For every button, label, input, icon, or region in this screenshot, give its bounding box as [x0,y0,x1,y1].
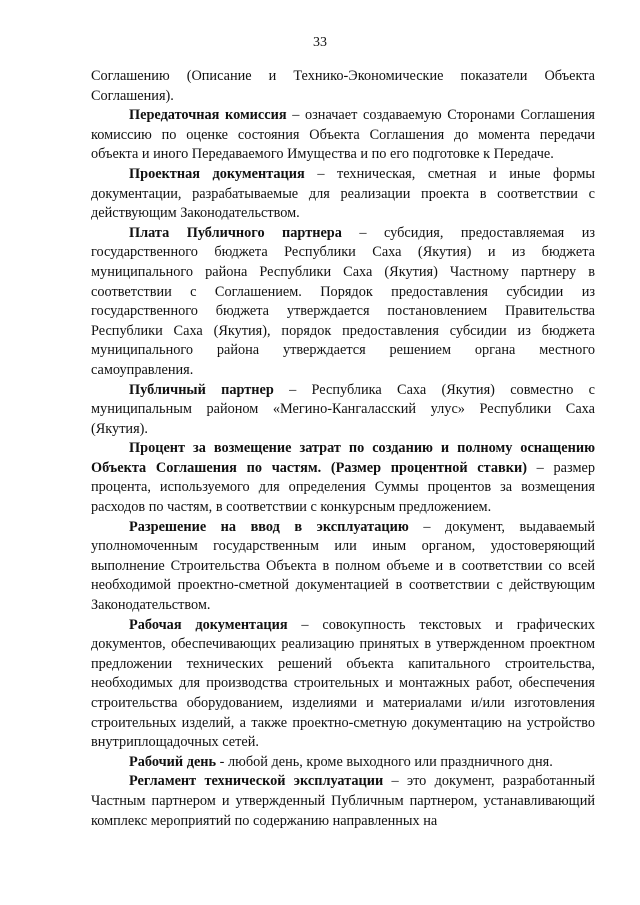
definition-text: – субсидия, предоставляемая из государственного бюджета Республики Саха (Якутия) и из бюджета муниципального района Республики Саха (Якутия) Частному партнеру в соответствии с Соглашением. Порядок предоставления субсидии из государственного бюджета утверждается постановлением Правительства Республики Саха (Якутия), порядок предоставления субсидии из бюджета муниципального района утверждается решением органа местного самоуправления. [91,224,595,378]
definition-publichnyy-partner [91,381,595,440]
definition-text: – техническая, сметная и иные формы документации, разрабатываемые для реализации проекта в соответствии с действующим Законодательством. [91,165,596,222]
definition-text: – совокупность текстовых и графических документов, обеспечивающих реализацию принятых в утвержденном проектном предложении технических решений объекта капитального строительства, необходимых для производства строительных и монтажных работ, обеспечения строительства оборудованием, изделиями и материалами и/или изготовления строительных изделий, а также проектно-сметную документацию на устройство внутриплощадочных сетей. [91,616,595,751]
definition-peredatochnaya-komissiya [91,106,595,165]
definition-term: Процент за возмещение затрат по созданию и полному оснащению Объекта Соглашения по частям. (Размер процентной ставки) [91,440,595,476]
document-body [91,67,595,831]
definition-term: Плата Публичного партнера [129,224,342,241]
definition-text: - любой день, кроме выходного или праздничного дня. [216,753,553,770]
definition-text: – документ, выдаваемый уполномоченным государственным или иным органом, удостоверяющий выполнение Строительства Объекта в полном объеме и в соответствии со всей необходимой проектно-сметной документацией в соответствии с действующим Законодательством. [91,518,595,614]
definition-text: – размер процента, используемого для определения Суммы процентов за возмещения расходов по частям, в соответствии с конкурсным предложением. [91,459,595,516]
definition-proektnaya-dokumentatsiya [91,165,595,224]
definition-rabochiy-den [91,753,595,773]
definition-text: – означает создаваемую Сторонами Соглашения комиссию по оценке состояния Объекта Соглашения до момента передачи объекта и иного Передаваемого Имущества и по его подготовке к Передаче. [91,107,595,163]
paragraph-text: Соглашению (Описание и Технико-Экономические показатели Объекта Соглашения). [91,68,595,104]
definition-text: – Республика Саха (Якутия) совместно с муниципальным районом «Мегино-Кангаласский улус» Республики Саха (Якутия). [91,381,595,437]
page-number: 33 [313,35,327,50]
definition-term: Рабочая документация [129,616,288,633]
definition-razreshenie-na-vvod [91,518,595,616]
definition-term: Разрешение на ввод в эксплуатацию [129,518,409,535]
definition-term: Передаточная комиссия [129,107,287,124]
definition-term: Рабочий день [129,753,217,770]
definition-term: Проектная документация [129,165,305,182]
definition-term: Публичный партнер [129,381,274,398]
definition-term: Регламент технической эксплуатации [129,773,384,790]
definition-rabochaya-dokumentatsiya [91,616,595,753]
definition-reglament-ekspluatatsii [91,772,595,831]
paragraph-continuation [91,67,595,106]
definition-protsent-za-vozmeshchenie [91,439,595,517]
definition-text: – это документ, разработанный Частным партнером и утвержденный Публичным партнером, устанавливающий комплекс мероприятий по содержанию направленных на [91,773,595,829]
definition-plata-publichnogo-partnera [91,224,595,381]
